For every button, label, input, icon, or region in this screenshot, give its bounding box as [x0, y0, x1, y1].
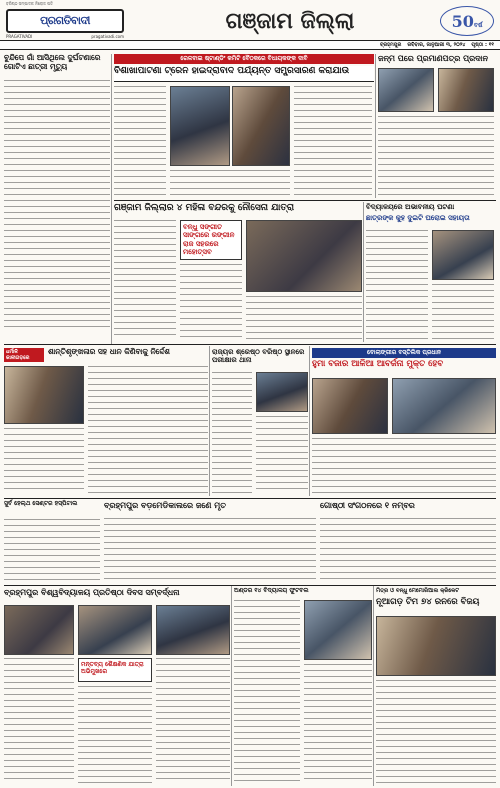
- column-rule-5: [309, 346, 310, 496]
- cricket-headline-box: [376, 598, 496, 612]
- poll-body: [320, 518, 496, 581]
- column-rule-7: [373, 586, 374, 786]
- small-left-headline[interactable]: ସୁର୍ବ ହେଲ୍ଥ ସେଣ୍ଟର ହସ୍ପିଟାଲ: [4, 500, 78, 507]
- accident-body-2: [304, 664, 372, 784]
- dateline-bar: [0, 40, 500, 50]
- cricket-photo: [376, 616, 496, 676]
- small-left-body: [4, 519, 100, 581]
- lower-left-photo: [4, 366, 84, 424]
- mid-pull-box: [180, 220, 242, 260]
- divider-lower: [4, 344, 496, 345]
- lower-right-headline-box: [312, 360, 496, 374]
- mid-mid-body: [180, 264, 242, 340]
- mid-right-body-2: [432, 284, 494, 340]
- cricket-headline[interactable]: ନୂଆଗଡ଼ ଟିମ ୭୪ ରନରେ ବିଜୟ: [376, 597, 480, 607]
- cricket-kicker-box: [376, 588, 496, 596]
- lead-headline[interactable]: ବିଶାଖାପାଟଣା ଟ୍ରେନ ହାଇଦ୍ରାବାଦ ପର୍ଯ୍ୟନ୍ତ ସମ୍ପ୍ରସାରଣ କରାଯାଉ: [114, 66, 350, 76]
- mid-left-body: [114, 220, 176, 340]
- logo-english: PRAGATIVADI: [6, 34, 33, 39]
- mid-left-photo: [246, 220, 362, 292]
- univ-headline[interactable]: ବ୍ରହ୍ମପୁର ବିଶ୍ୱବିଦ୍ୟାଳୟ ପ୍ରତିଷ୍ଠା ଦିବସ ସମ୍ବର୍ଦ୍ଧନା: [4, 587, 180, 597]
- left-top-body: [4, 80, 110, 330]
- column-rule-6: [231, 586, 232, 786]
- lower-left-tag: ଧର୍ମାଳି କାଳୀଗଡ଼ରେ: [4, 348, 44, 362]
- mid-left-body-2: [246, 296, 362, 340]
- mid-right-top-headline-box: [366, 203, 496, 213]
- logo-url: pragativadi.com: [91, 34, 124, 39]
- section-title: ଗଞ୍ଜାମ ଜିଲ୍ଲା: [225, 8, 355, 34]
- masthead-editor-line: ବରିଷ୍ଠ ସମ୍ପାଦକ ନିରୋଜ ପତି: [6, 1, 53, 6]
- univ-photo-2: [78, 605, 152, 655]
- logo-subline: [6, 34, 124, 39]
- left-top-story-headline-box: [4, 54, 110, 78]
- accident-photo: [304, 600, 372, 660]
- divider-5: [4, 585, 496, 586]
- lower-left-headline[interactable]: ଶାନ୍ତିଶୃଙ୍ଖଳାର ସହ ଧାନ କିଣିବାକୁ ନିର୍ଦ୍ଦେଶ: [48, 347, 170, 356]
- mid-left-pull-quote: ବନ୍ଧୁ ସଙ୍ଗୀତ ସାଙ୍ଗରେ ରଙ୍ଗୀନ ରାଜ ସହରରେ ମହୋତ୍ସବ: [183, 222, 235, 257]
- dateline-city: ବ୍ରହ୍ମପୁର: [379, 42, 402, 48]
- right-top-headline[interactable]: ଜନ୍ମ ପରେ ପ୍ରମାଣପତ୍ର ପ୍ରଦାନ: [378, 53, 488, 63]
- lead-kicker-banner: ରେଳବାଇ ଷ୍ଟାଣ୍ଡିଂ କମିଟି ବୈଠକରେ ବିଧାୟକଙ୍କ ଦାବି: [114, 54, 374, 64]
- brahmapur-body: [104, 518, 316, 581]
- univ-photo-1: [4, 605, 74, 655]
- lower-right-photo-1: [312, 378, 388, 434]
- accident-kicker: ଅଣ୍ଡର ୧୪ ବିଦ୍ୟାଳୟ ଫୁଟବଲ: [234, 587, 309, 594]
- mid-right-headline[interactable]: ଛାତ୍ରଙ୍କ କୁହ ଦୁଇଟି ଘରୋଇ ସହାୟତା: [366, 213, 470, 222]
- right-top-body: [378, 116, 494, 196]
- lower-mid-photo: [256, 372, 308, 412]
- mid-right-body: [366, 230, 428, 340]
- page-number: ପୃଷ୍ଠା : ୧୧: [471, 42, 494, 48]
- column-rule-3: [363, 202, 364, 342]
- divider-mid: [114, 200, 496, 201]
- lower-mid-headline-box: [212, 348, 308, 370]
- cricket-kicker: ମିତ୍ର ଓ ବନ୍ଧୁ ମେମୋରିଆଲ କ୍ରିକେଟ: [376, 588, 460, 594]
- right-top-photo-1: [378, 68, 434, 112]
- right-top-photo-2: [438, 68, 494, 112]
- mid-left-headline-box: [114, 203, 362, 217]
- univ-pull-box: [78, 658, 152, 682]
- lead-photo-2: [232, 86, 290, 166]
- univ-body-3: [156, 658, 230, 784]
- lower-left-headline-box: [48, 348, 208, 362]
- jubilee-emblem: [440, 6, 494, 36]
- lead-headline-box: [114, 66, 374, 82]
- univ-photo-3: [156, 605, 230, 655]
- lead-body-col3: [170, 170, 290, 196]
- mid-right-top-headline[interactable]: ବିଦ୍ୟାଳୟରେ ଅଭାବନୀୟ ଘଟଣା: [366, 202, 455, 211]
- lower-right-headline[interactable]: ହୁମା ବଜାର ଆଳିଆ ଆବର୍ଜନା ମୁକ୍ତ ହେବ: [312, 359, 444, 369]
- lower-mid-headline[interactable]: ରାଜ୍ୟର ଶ୍ରେଷ୍ଠ ବରିଷ୍ଠ ସ୍ଥାନରେ ପରୀକ୍ଷାର ଥାନା: [212, 347, 305, 365]
- small-left-headline-box: [4, 501, 100, 517]
- newspaper-logo[interactable]: ପ୍ରଗତିବାଦୀ: [6, 9, 124, 33]
- mid-right-photo: [432, 230, 494, 280]
- accident-kicker-box: [234, 588, 372, 598]
- mid-left-headline[interactable]: ଗଞ୍ଜାମ ଜିଲ୍ଲାର ୪ ମହିଳା ବନ୍ଦରକୁ ନୌସେନା ଯାତ୍ରା: [114, 203, 295, 213]
- lower-right-kicker: ବୋଲାଙ୍ଗୀର ବସ୍ତିଲିକ ପ୍ରଧାନ: [312, 348, 496, 358]
- column-rule-2: [375, 54, 376, 198]
- lead-body-col2: [294, 86, 372, 196]
- poll-headline-box: [320, 501, 496, 515]
- lower-mid-body-2: [256, 416, 308, 494]
- univ-pull-quote: ମନ୍ତବ୍ୟ ଶୈକ୍ଷଣିକ ଯାତ୍ରା ଅଭିମୁଖରେ: [81, 661, 144, 676]
- mid-right-headline-box: [366, 214, 496, 226]
- cricket-body: [376, 680, 496, 784]
- jubilee-caption: ବର୍ଷ: [473, 22, 483, 29]
- jubilee-number: 50: [451, 12, 474, 31]
- accident-body: [234, 600, 300, 784]
- univ-body-2: [78, 686, 152, 784]
- lower-left-body: [88, 366, 208, 494]
- column-rule-1: [111, 54, 112, 344]
- univ-body-1: [4, 658, 74, 784]
- lower-mid-body: [212, 372, 252, 494]
- lower-right-body: [312, 438, 496, 494]
- lower-right-photo-2: [392, 378, 496, 434]
- univ-headline-box: [4, 588, 230, 602]
- poll-headline[interactable]: ଗୋଷ୍ଠୀ ସଂଗଠନରେ ୧ ନମ୍ବର: [320, 500, 415, 510]
- lower-left-body-2: [4, 428, 84, 494]
- right-top-headline-box: [378, 54, 496, 66]
- left-top-headline[interactable]: ବୁନ୍ଦିପେ ଗାଁ ଆସିଥିଲେ ଦୁର୍ଘଟଣାରେ ଗୋଟିଏ ଛାତ୍ରୀ ମୃତ୍ୟୁ: [4, 53, 101, 71]
- brahmapur-headline-box: [104, 501, 316, 515]
- dateline-date: ରବିବାର, ଜାନୁଆରୀ ୩, ୨୦୨୪: [407, 42, 466, 48]
- divider-4: [4, 498, 496, 499]
- brahmapur-headline[interactable]: ବ୍ରହ୍ମପୁର ବଡ଼ମେଡିକାଲରେ ଜଣେ ମୃତ: [104, 500, 226, 510]
- lead-body-col1: [114, 86, 166, 196]
- lead-photo-1: [170, 86, 230, 166]
- column-rule-4: [209, 346, 210, 496]
